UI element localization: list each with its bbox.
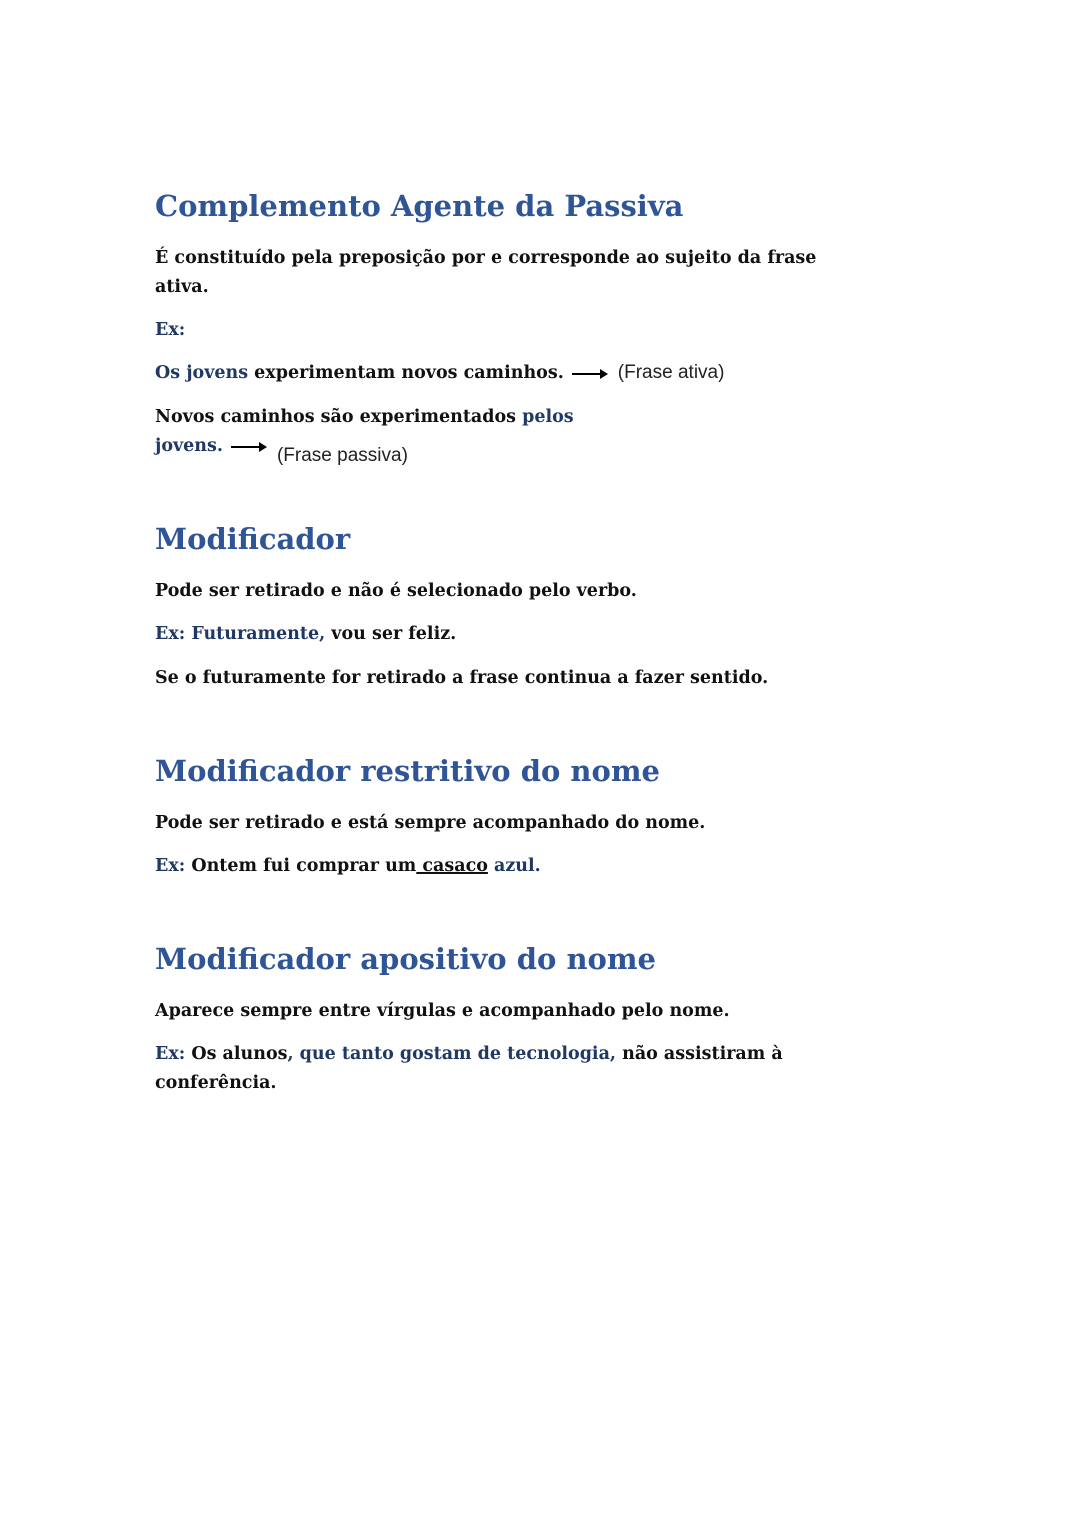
- subject-highlight: Os jovens: [155, 363, 249, 383]
- example-text: Os alunos: [185, 1044, 288, 1064]
- modifier-highlight: azul.: [487, 856, 541, 876]
- section-title-restritivo: Modificador restritivo do nome: [155, 754, 660, 788]
- example-note: (Frase passiva): [276, 445, 408, 466]
- agent-highlight: pelos: [522, 407, 574, 427]
- arrow-right-icon: [231, 446, 265, 448]
- definition-line: É constituído pela preposição por e corresponde ao sujeito da frase: [155, 248, 817, 268]
- section-title-modificador: Modificador: [155, 522, 351, 556]
- example-label: Ex:: [155, 1044, 186, 1064]
- definition-line: Pode ser retirado e está sempre acompanhado do nome.: [155, 813, 706, 833]
- example-passive: [155, 405, 574, 429]
- example-active: [155, 361, 724, 385]
- example-text: vou ser feliz.: [325, 624, 457, 644]
- example-line2: conferência.: [155, 1073, 277, 1093]
- example-line: [155, 622, 456, 646]
- arrow-right-icon: [572, 373, 606, 375]
- modifier-highlight: Futuramente,: [185, 624, 326, 644]
- definition-line: Aparece sempre entre vírgulas e acompanhado pelo nome.: [155, 1001, 730, 1021]
- example-line: [155, 854, 541, 878]
- example-text: Ontem fui comprar um: [185, 856, 417, 876]
- example-label: Ex:: [155, 320, 186, 340]
- example-label: Ex:: [155, 856, 186, 876]
- example-text: experimentam novos caminhos.: [248, 363, 564, 383]
- definition-line: ativa.: [155, 277, 209, 297]
- modifier-highlight: , que tanto gostam de tecnologia,: [287, 1044, 617, 1064]
- note-line: Se o futuramente for retirado a frase continua a fazer sentido.: [155, 668, 769, 688]
- section-title-agente-passiva: Complemento Agente da Passiva: [155, 189, 684, 223]
- definition-line: Pode ser retirado e não é selecionado pelo verbo.: [155, 581, 637, 601]
- section-title-apositivo: Modificador apositivo do nome: [155, 942, 657, 976]
- example-line: [155, 1042, 783, 1066]
- example-passive-line2: [155, 434, 408, 466]
- agent-highlight: jovens.: [155, 436, 223, 456]
- example-note: (Frase ativa): [617, 362, 725, 383]
- example-text: não assistiram à: [616, 1044, 783, 1064]
- noun-underlined: casaco: [416, 856, 488, 876]
- example-text: Novos caminhos são experimentados: [155, 407, 523, 427]
- example-label: Ex:: [155, 624, 186, 644]
